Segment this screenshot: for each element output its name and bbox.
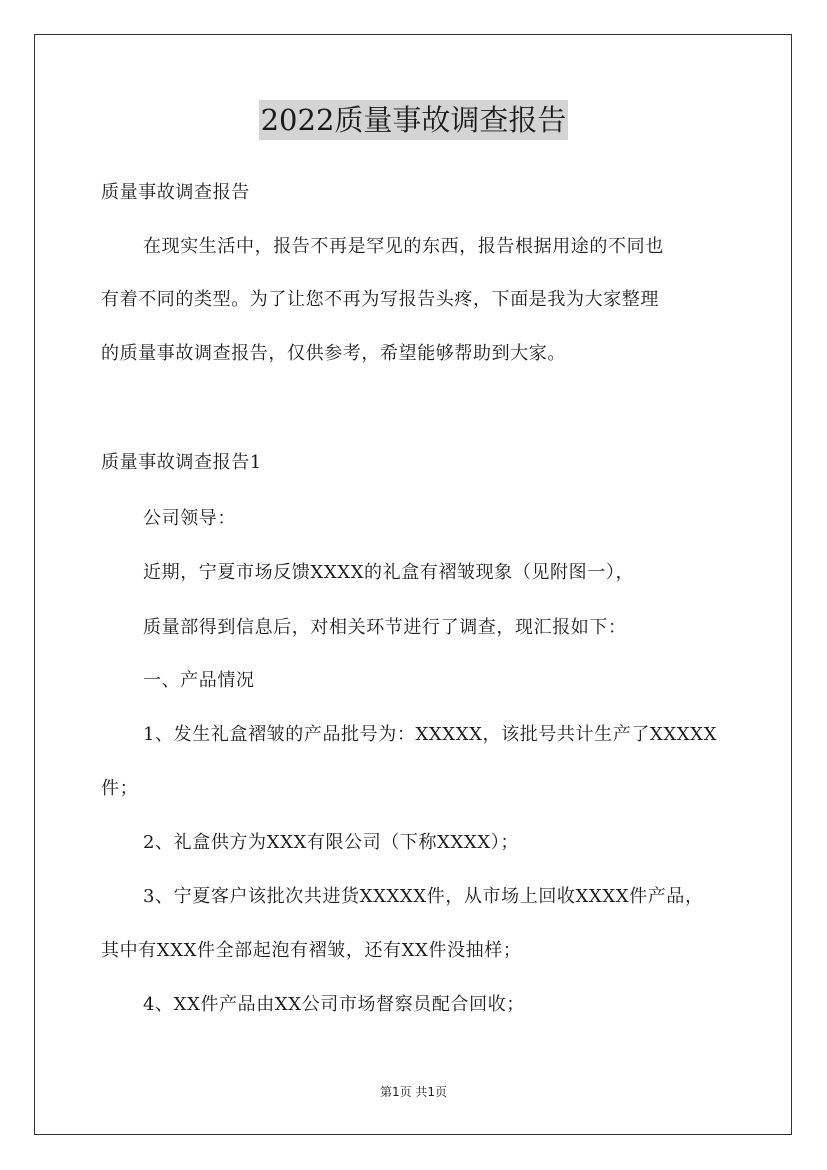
paragraph-line: 质量部得到信息后，对相关环节进行了调查，现汇报如下： — [143, 617, 627, 638]
paragraph-line: 近期，宁夏市场反馈XXXX的礼盒有褶皱现象（见附图一）， — [143, 562, 635, 583]
page-footer: 第1页 共1页 — [379, 1085, 448, 1099]
paragraph-line: 3、宁夏客户该批次共进货XXXXX件，从市场上回收XXXX件产品， — [143, 886, 704, 907]
paragraph-line: 公司领导： — [143, 508, 236, 529]
paragraph-line: 1、发生礼盒褶皱的产品批号为：XXXXX，该批号共计生产了XXXXX — [143, 724, 717, 745]
paragraph-line: 其中有XXX件全部起泡有褶皱，还有XX件没抽样； — [101, 940, 522, 961]
title-wrap — [0, 100, 827, 140]
paragraph-line: 有着不同的类型。为了让您不再为写报告头疼，下面是我为大家整理 — [101, 289, 659, 310]
paragraph-line: 件； — [101, 778, 139, 799]
paragraph-line: 4、XX件产品由XX公司市场督察员配合回收； — [143, 994, 525, 1015]
paragraph-line: 的质量事故调查报告，仅供参考，希望能够帮助到大家。 — [101, 343, 566, 364]
document-title: 2022质量事故调查报告 — [259, 100, 569, 140]
paragraph-line: 2、礼盒供方为XXX有限公司（下称XXXX）； — [143, 832, 519, 853]
section-heading: 质量事故调查报告1 — [101, 452, 262, 473]
paragraph-line: 一、产品情况 — [143, 670, 255, 691]
paragraph-line: 在现实生活中，报告不再是罕见的东西，报告根据用途的不同也 — [143, 236, 664, 257]
section-heading: 质量事故调查报告 — [101, 182, 250, 203]
